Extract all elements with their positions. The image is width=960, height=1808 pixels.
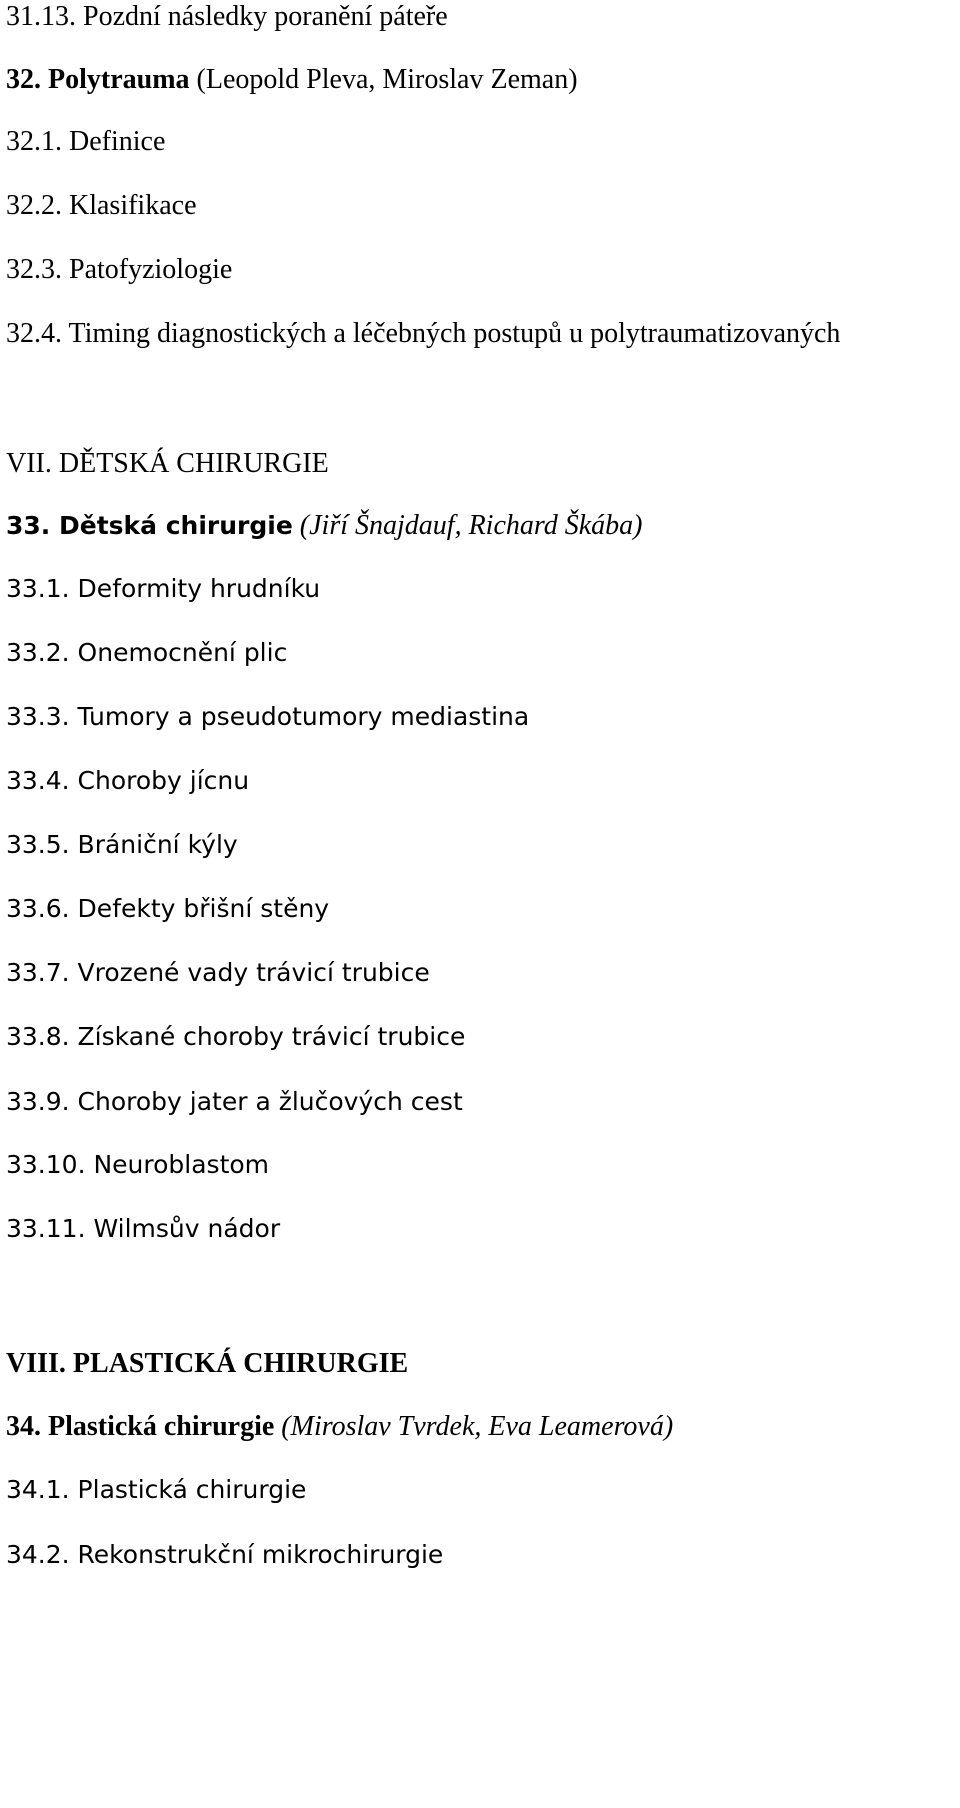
toc-item-34-2: 34.2. Rekonstrukční mikrochirurgie [6,1540,444,1569]
chapter-33-title: 33. Dětská chirurgie [6,511,293,540]
toc-item-34-1: 34.1. Plastická chirurgie [6,1475,307,1504]
toc-item-33-8: 33.8. Získané choroby trávicí trubice [6,1022,466,1051]
chapter-32-authors: (Leopold Pleva, Miroslav Zeman) [189,64,578,95]
section-vii-heading: VII. DĚTSKÁ CHIRURGIE [6,448,329,479]
toc-item-33-7: 33.7. Vrozené vady trávicí trubice [6,958,430,987]
chapter-32-heading [6,66,578,94]
toc-item-32-3: 32.3. Patofyziologie [6,254,233,285]
toc-item-33-9: 33.9. Choroby jater a žlučových cest [6,1087,463,1116]
chapter-33-authors: (Jiří Šnajdauf, Richard Škába) [292,510,643,541]
chapter-34-authors: (Miroslav Tvrdek, Eva Leamerová) [274,1411,674,1442]
chapter-33-heading [6,512,642,540]
toc-item-31-13: 31.13. Pozdní následky poranění páteře [6,1,448,32]
toc-item-33-4: 33.4. Choroby jícnu [6,766,250,795]
chapter-34-title: 34. Plastická chirurgie [6,1411,275,1442]
toc-item-33-1: 33.1. Deformity hrudníku [6,574,321,603]
toc-item-33-6: 33.6. Defekty břišní stěny [6,894,330,923]
toc-item-33-3: 33.3. Tumory a pseudotumory mediastina [6,702,530,731]
toc-item-33-11: 33.11. Wilmsův nádor [6,1214,281,1243]
section-viii-heading: VIII. PLASTICKÁ CHIRURGIE [6,1348,409,1379]
toc-item-33-10: 33.10. Neuroblastom [6,1150,270,1179]
toc-item-32-4: 32.4. Timing diagnostických a léčebných postupů u polytraumatizovaných [6,318,841,349]
toc-item-33-5: 33.5. Brániční kýly [6,830,238,859]
chapter-32-title: 32. Polytrauma [6,64,190,95]
toc-item-32-2: 32.2. Klasifikace [6,190,197,221]
toc-item-33-2: 33.2. Onemocnění plic [6,638,288,667]
chapter-34-heading [6,1413,673,1441]
toc-item-32-1: 32.1. Definice [6,126,166,157]
